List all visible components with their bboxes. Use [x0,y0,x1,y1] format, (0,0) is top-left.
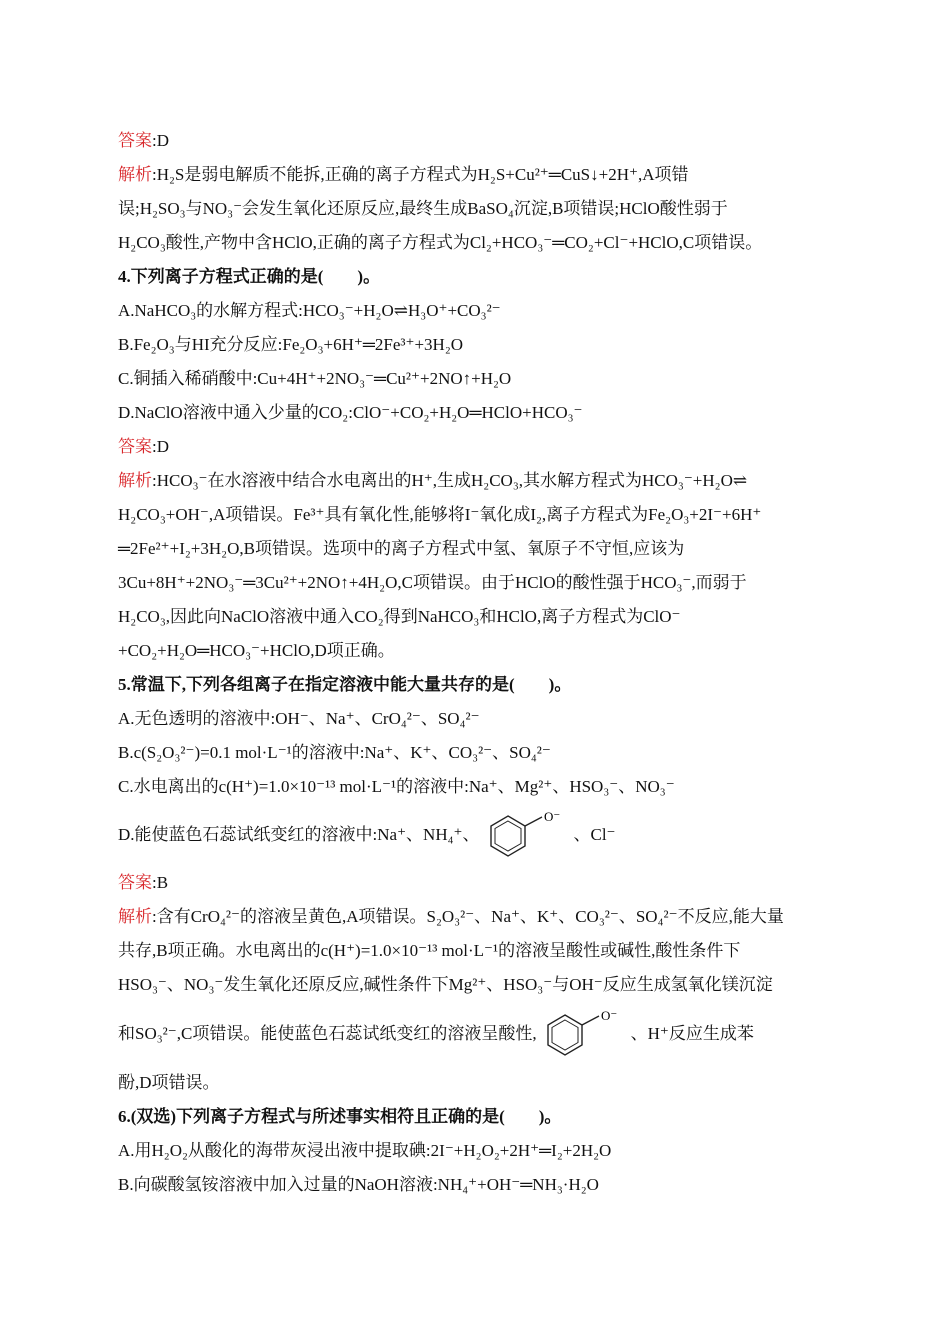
analysis-line: 解析:H₂S是弱电解质不能拆,正确的离子方程式为H₂S+Cu²⁺═CuS↓+2H⁺,A项错 [118,165,689,185]
question-4-option-a: A.NaHCO₃的水解方程式:HCO₃⁻+H₂O⇌H₃O⁺+CO₃²⁻ [118,301,501,320]
question-4-option-c: C.铜插入稀硝酸中:Cu+4H⁺+2NO₃⁻═Cu²⁺+2NO↑+H₂O [118,369,512,388]
question-5-option-d [118,804,838,866]
question-4-stem: 4.下列离子方程式正确的是( )。 [118,267,381,286]
answer-tag: 答案 [118,131,152,151]
question-5-stem: 5.常温下,下列各组离子在指定溶液中能大量共存的是( )。 [118,675,572,694]
analysis-line: 共存,B项正确。水电离出的c(H⁺)=1.0×10⁻¹³ mol·L⁻¹的溶液呈酸性或碱性,酸性条件下 [118,941,741,960]
analysis-line: 解析:含有CrO₄²⁻的溶液呈黄色,A项错误。S₂O₃²⁻、Na⁺、K⁺、CO₃²⁻、SO₄²⁻不反应,能大量 [118,907,784,927]
analysis-text: 和SO₃²⁻,C项错误。能使蓝色石蕊试纸变红的溶液呈酸性, [118,1024,537,1043]
question-5-option-b: B.c(S₂O₃²⁻)=0.1 mol·L⁻¹的溶液中:Na⁺、K⁺、CO₃²⁻、SO₄²⁻ [118,743,551,762]
analysis-line-with-structure [118,1002,838,1066]
analysis-text-tail: 、H⁺反应生成苯 [630,1024,754,1043]
analysis-line: 3Cu+8H⁺+2NO₃⁻═3Cu²⁺+2NO↑+4H₂O,C项错误。由于HClO的酸性强于HCO₃⁻,而弱于 [118,573,747,592]
analysis-line: 解析:HCO₃⁻在水溶液中结合水电离出的H⁺,生成H₂CO₃,其水解方程式为HCO₃⁻+H₂O⇌ [118,471,748,491]
analysis-tag: 解析 [118,907,152,927]
phenoxide-structure-icon [541,1007,627,1061]
analysis-tag: 解析 [118,165,152,185]
answer-line-3: 答案:D [118,131,169,151]
option-d-tail: 、Cl⁻ [573,825,616,844]
analysis-line: ═2Fe²⁺+I₂+3H₂O,B项错误。选项中的离子方程式中氢、氧原子不守恒,应该为 [118,539,685,558]
question-5-option-a: A.无色透明的溶液中:OH⁻、Na⁺、CrO₄²⁻、SO₄²⁻ [118,709,480,728]
question-5-option-c: C.水电离出的c(H⁺)=1.0×10⁻¹³ mol·L⁻¹的溶液中:Na⁺、Mg²⁺、HSO₃⁻、NO₃⁻ [118,777,675,796]
analysis-line: H₂CO₃,因此向NaClO溶液中通入CO₂得到NaHCO₃和HClO,离子方程式为ClO⁻ [118,607,681,626]
analysis-line: 酚,D项错误。 [118,1073,220,1092]
analysis-line: HSO₃⁻、NO₃⁻发生氧化还原反应,碱性条件下Mg²⁺、HSO₃⁻与OH⁻反应生成氢氧化镁沉淀 [118,975,773,994]
analysis-line: H₂CO₃+OH⁻,A项错误。Fe³⁺具有氧化性,能够将I⁻氧化成I₂,离子方程式为Fe₂O₃+2I⁻+6H⁺ [118,505,762,524]
answer-line-5: 答案:B [118,873,169,893]
phenoxide-charge-label: O⁻ [600,1008,617,1023]
phenoxide-structure-icon [484,808,570,862]
answer-line-4: 答案:D [118,437,169,457]
question-6-option-b: B.向碳酸氢铵溶液中加入过量的NaOH溶液:NH₄⁺+OH⁻═NH₃·H₂O [118,1175,599,1194]
question-4-option-d: D.NaClO溶液中通入少量的CO₂:ClO⁻+CO₂+H₂O═HClO+HCO₃⁻ [118,403,583,422]
analysis-line: 误;H₂SO₃与NO₃⁻会发生氧化还原反应,最终生成BaSO₄沉淀,B项错误;HClO酸性弱于 [118,199,728,218]
answer-tag: 答案 [118,873,152,893]
option-d-text: D.能使蓝色石蕊试纸变红的溶液中:Na⁺、NH₄⁺、 [118,825,480,844]
document-page [118,124,838,1202]
phenoxide-charge-label: O⁻ [543,809,560,824]
question-6-option-a: A.用H₂O₂从酸化的海带灰浸出液中提取碘:2I⁻+H₂O₂+2H⁺═I₂+2H₂O [118,1141,612,1160]
question-6-stem: 6.(双选)下列离子方程式与所述事实相符且正确的是( )。 [118,1107,562,1126]
question-4-option-b: B.Fe₂O₃与HI充分反应:Fe₂O₃+6H⁺═2Fe³⁺+3H₂O [118,335,464,354]
analysis-tag: 解析 [118,471,152,491]
analysis-line: +CO₂+H₂O═HCO₃⁻+HClO,D项正确。 [118,641,395,660]
answer-tag: 答案 [118,437,152,457]
analysis-line: H₂CO₃酸性,产物中含HClO,正确的离子方程式为Cl₂+HCO₃⁻═CO₂+Cl⁻+HClO,C项错误。 [118,233,763,252]
